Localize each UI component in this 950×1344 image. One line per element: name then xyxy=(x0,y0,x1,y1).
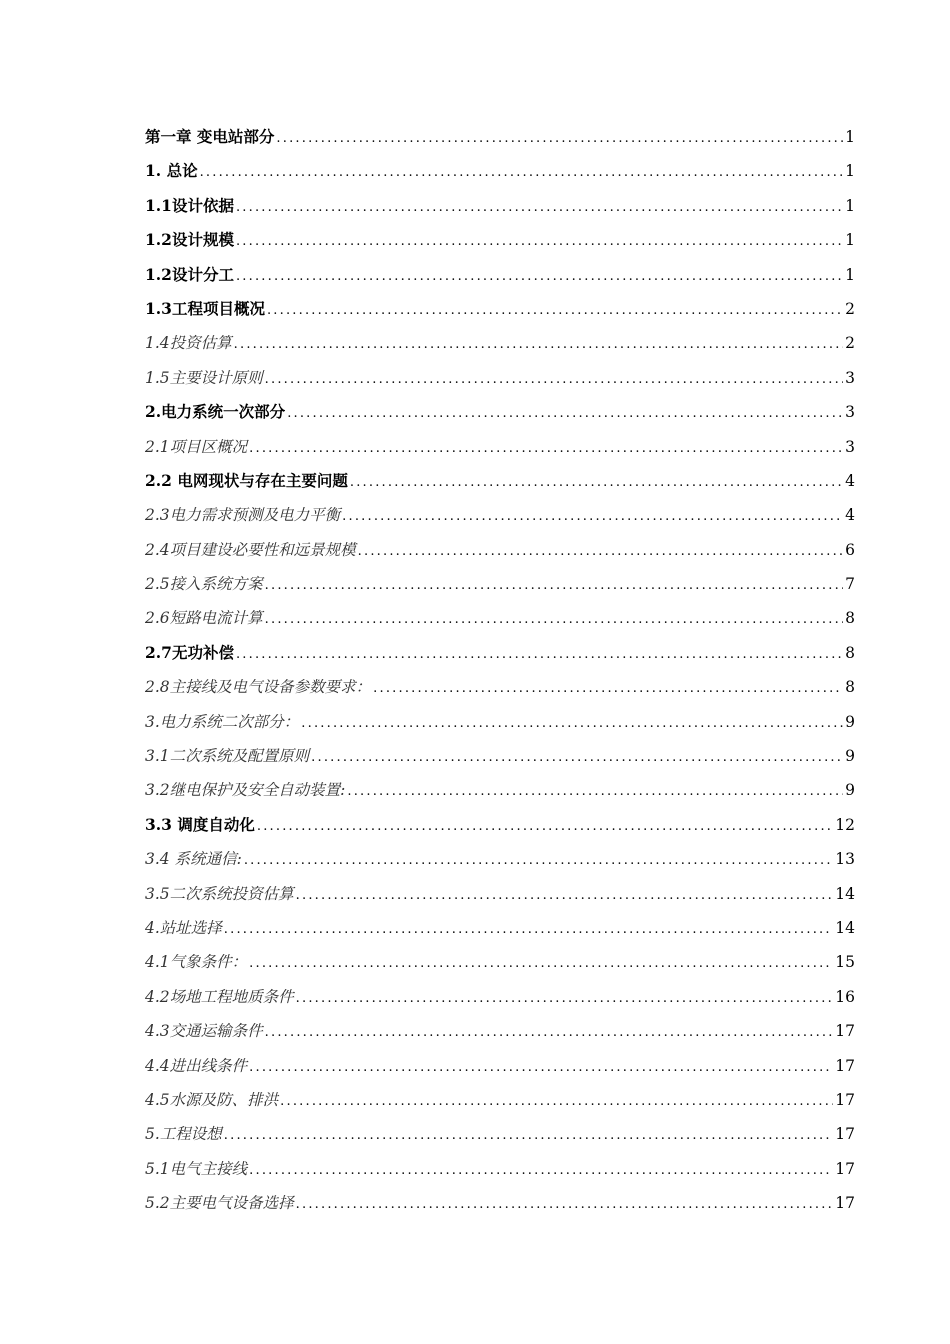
toc-dot-leader xyxy=(358,535,843,569)
toc-entry-title: 3.2继电保护及安全自动装置: xyxy=(145,781,346,800)
toc-dot-leader xyxy=(236,191,843,225)
toc-entry-page-number: 3 xyxy=(845,403,855,422)
toc-entry-page-number: 1 xyxy=(845,196,855,215)
toc-entry-page-number: 8 xyxy=(845,609,855,628)
toc-entry-page-number: 17 xyxy=(835,1125,855,1144)
toc-entry-page-number: 9 xyxy=(845,747,855,766)
toc-entry-page-number: 14 xyxy=(835,884,855,903)
toc-entry-page-number: 16 xyxy=(835,987,855,1006)
toc-entry-title: 1. 总论 xyxy=(145,161,198,181)
toc-entry-title: 2.1项目区概况 xyxy=(145,437,248,456)
toc-entry-title: 2.6短路电流计算 xyxy=(145,609,263,628)
toc-entry-title: 3.4 系统通信: xyxy=(145,850,242,869)
toc-entry-page-number: 17 xyxy=(835,1090,855,1109)
toc-dot-leader xyxy=(249,947,833,981)
toc-entry[interactable] xyxy=(145,1117,855,1151)
toc-entry[interactable] xyxy=(145,945,855,979)
toc-dot-leader xyxy=(296,879,834,913)
toc-entry[interactable] xyxy=(145,1186,855,1220)
toc-entry-title: 4.1气象条件： xyxy=(145,953,248,972)
toc-entry-page-number: 1 xyxy=(845,162,855,181)
toc-entry-page-number: 1 xyxy=(845,265,855,284)
toc-entry-page-number: 3 xyxy=(845,368,855,387)
toc-entry-title: 1.5主要设计原则 xyxy=(145,368,263,387)
toc-dot-leader xyxy=(234,328,843,362)
toc-dot-leader xyxy=(287,397,843,431)
toc-entry[interactable] xyxy=(145,498,855,532)
toc-entry[interactable] xyxy=(145,464,855,498)
toc-entry-page-number: 8 xyxy=(845,678,855,697)
toc-entry-page-number: 1 xyxy=(845,231,855,250)
toc-entry-page-number: 17 xyxy=(835,1194,855,1213)
toc-dot-leader xyxy=(224,913,833,947)
toc-entry-title: 2.2 电网现状与存在主要问题 xyxy=(145,470,348,490)
toc-dot-leader xyxy=(347,775,843,809)
toc-entry-title: 1.1设计依据 xyxy=(145,195,234,215)
toc-entry-page-number: 12 xyxy=(835,815,855,834)
toc-entry[interactable] xyxy=(145,1083,855,1117)
toc-entry[interactable] xyxy=(145,292,855,326)
toc-entry[interactable] xyxy=(145,258,855,292)
toc-entry-title: 3.5二次系统投资估算 xyxy=(145,884,294,903)
toc-entry[interactable] xyxy=(145,670,855,704)
toc-entry[interactable] xyxy=(145,911,855,945)
toc-entry[interactable] xyxy=(145,154,855,188)
toc-entry-title: 1.3工程项目概况 xyxy=(145,298,265,318)
toc-entry-page-number: 13 xyxy=(835,850,855,869)
toc-entry-title: 1.4投资估算 xyxy=(145,334,232,353)
toc-entry-page-number: 14 xyxy=(835,918,855,937)
toc-entry-title: 4.3交通运输条件 xyxy=(145,1022,263,1041)
toc-entry-title: 2.电力系统一次部分 xyxy=(145,402,286,422)
toc-entry[interactable] xyxy=(145,636,855,670)
toc-entry[interactable] xyxy=(145,120,855,154)
toc-dot-leader xyxy=(265,1016,834,1050)
toc-entry-title: 2.7无功补偿 xyxy=(145,642,234,662)
toc-dot-leader xyxy=(265,569,843,603)
toc-dot-leader xyxy=(296,1188,834,1222)
toc-dot-leader xyxy=(249,432,843,466)
toc-entry[interactable] xyxy=(145,223,855,257)
toc-entry[interactable] xyxy=(145,1049,855,1083)
toc-dot-leader xyxy=(224,1119,833,1153)
toc-dot-leader xyxy=(265,603,843,637)
toc-entry-title: 1.2设计规模 xyxy=(145,230,234,250)
toc-entry-title: 1.2设计分工 xyxy=(145,264,234,284)
toc-entry-title: 5.2主要电气设备选择 xyxy=(145,1194,294,1213)
toc-entry[interactable] xyxy=(145,773,855,807)
toc-entry-title: 4.2场地工程地质条件 xyxy=(145,987,294,1006)
toc-entry-title: 2.3电力需求预测及电力平衡 xyxy=(145,506,341,525)
toc-entry[interactable] xyxy=(145,395,855,429)
toc-entry-page-number: 4 xyxy=(845,471,855,490)
toc-entry[interactable] xyxy=(145,980,855,1014)
toc-dot-leader xyxy=(236,260,843,294)
toc-entry-page-number: 9 xyxy=(845,781,855,800)
toc-entry[interactable] xyxy=(145,842,855,876)
toc-entry-page-number: 17 xyxy=(835,1159,855,1178)
toc-entry-title: 2.5接入系统方案 xyxy=(145,575,263,594)
toc-entry-page-number: 2 xyxy=(845,334,855,353)
toc-entry-title: 3.3 调度自动化 xyxy=(145,814,255,834)
toc-entry[interactable] xyxy=(145,601,855,635)
toc-entry-title: 第一章 变电站部分 xyxy=(145,127,275,146)
toc-entry-title: 4.4进出线条件 xyxy=(145,1056,248,1075)
toc-dot-leader xyxy=(236,638,843,672)
toc-entry-page-number: 6 xyxy=(845,540,855,559)
toc-dot-leader xyxy=(373,672,843,706)
toc-entry-page-number: 17 xyxy=(835,1022,855,1041)
toc-entry-page-number: 2 xyxy=(845,299,855,318)
toc-dot-leader xyxy=(342,500,843,534)
toc-entry-title: 4.站址选择 xyxy=(145,918,222,937)
toc-entry-title: 3.1二次系统及配置原则 xyxy=(145,747,310,766)
toc-dot-leader xyxy=(301,707,843,741)
toc-entry-title: 4.5水源及防、排洪 xyxy=(145,1090,279,1109)
toc-dot-leader xyxy=(296,982,834,1016)
toc-entry-page-number: 17 xyxy=(835,1056,855,1075)
toc-dot-leader xyxy=(350,466,843,500)
toc-entry[interactable] xyxy=(145,877,855,911)
toc-entry-page-number: 7 xyxy=(845,575,855,594)
toc-entry-page-number: 15 xyxy=(835,953,855,972)
toc-entry[interactable] xyxy=(145,326,855,360)
toc-entry[interactable] xyxy=(145,430,855,464)
toc-entry-title: 2.4项目建设必要性和远景规模 xyxy=(145,540,356,559)
toc-entry-page-number: 1 xyxy=(845,128,855,146)
table-of-contents xyxy=(145,120,855,1221)
toc-entry[interactable] xyxy=(145,533,855,567)
toc-dot-leader xyxy=(200,156,843,190)
toc-dot-leader xyxy=(276,122,843,156)
toc-entry-page-number: 9 xyxy=(845,712,855,731)
toc-entry-title: 2.8主接线及电气设备参数要求： xyxy=(145,678,372,697)
toc-entry-page-number: 4 xyxy=(845,506,855,525)
toc-dot-leader xyxy=(244,844,833,878)
toc-dot-leader xyxy=(249,1051,833,1085)
toc-entry[interactable] xyxy=(145,1152,855,1186)
toc-dot-leader xyxy=(267,294,843,328)
toc-dot-leader xyxy=(249,1154,833,1188)
toc-entry[interactable] xyxy=(145,189,855,223)
toc-entry[interactable] xyxy=(145,739,855,773)
toc-dot-leader xyxy=(265,363,843,397)
toc-entry-title: 3.电力系统二次部分： xyxy=(145,712,300,731)
toc-dot-leader xyxy=(257,810,833,844)
toc-entry-title: 5.工程设想 xyxy=(145,1125,222,1144)
toc-entry[interactable] xyxy=(145,808,855,842)
toc-entry[interactable] xyxy=(145,705,855,739)
toc-entry-page-number: 8 xyxy=(845,643,855,662)
toc-entry-title: 5.1电气主接线 xyxy=(145,1159,248,1178)
toc-dot-leader xyxy=(311,741,843,775)
toc-entry[interactable] xyxy=(145,567,855,601)
toc-dot-leader xyxy=(236,225,843,259)
toc-entry-page-number: 3 xyxy=(845,437,855,456)
toc-dot-leader xyxy=(280,1085,833,1119)
toc-entry[interactable] xyxy=(145,361,855,395)
toc-entry[interactable] xyxy=(145,1014,855,1048)
